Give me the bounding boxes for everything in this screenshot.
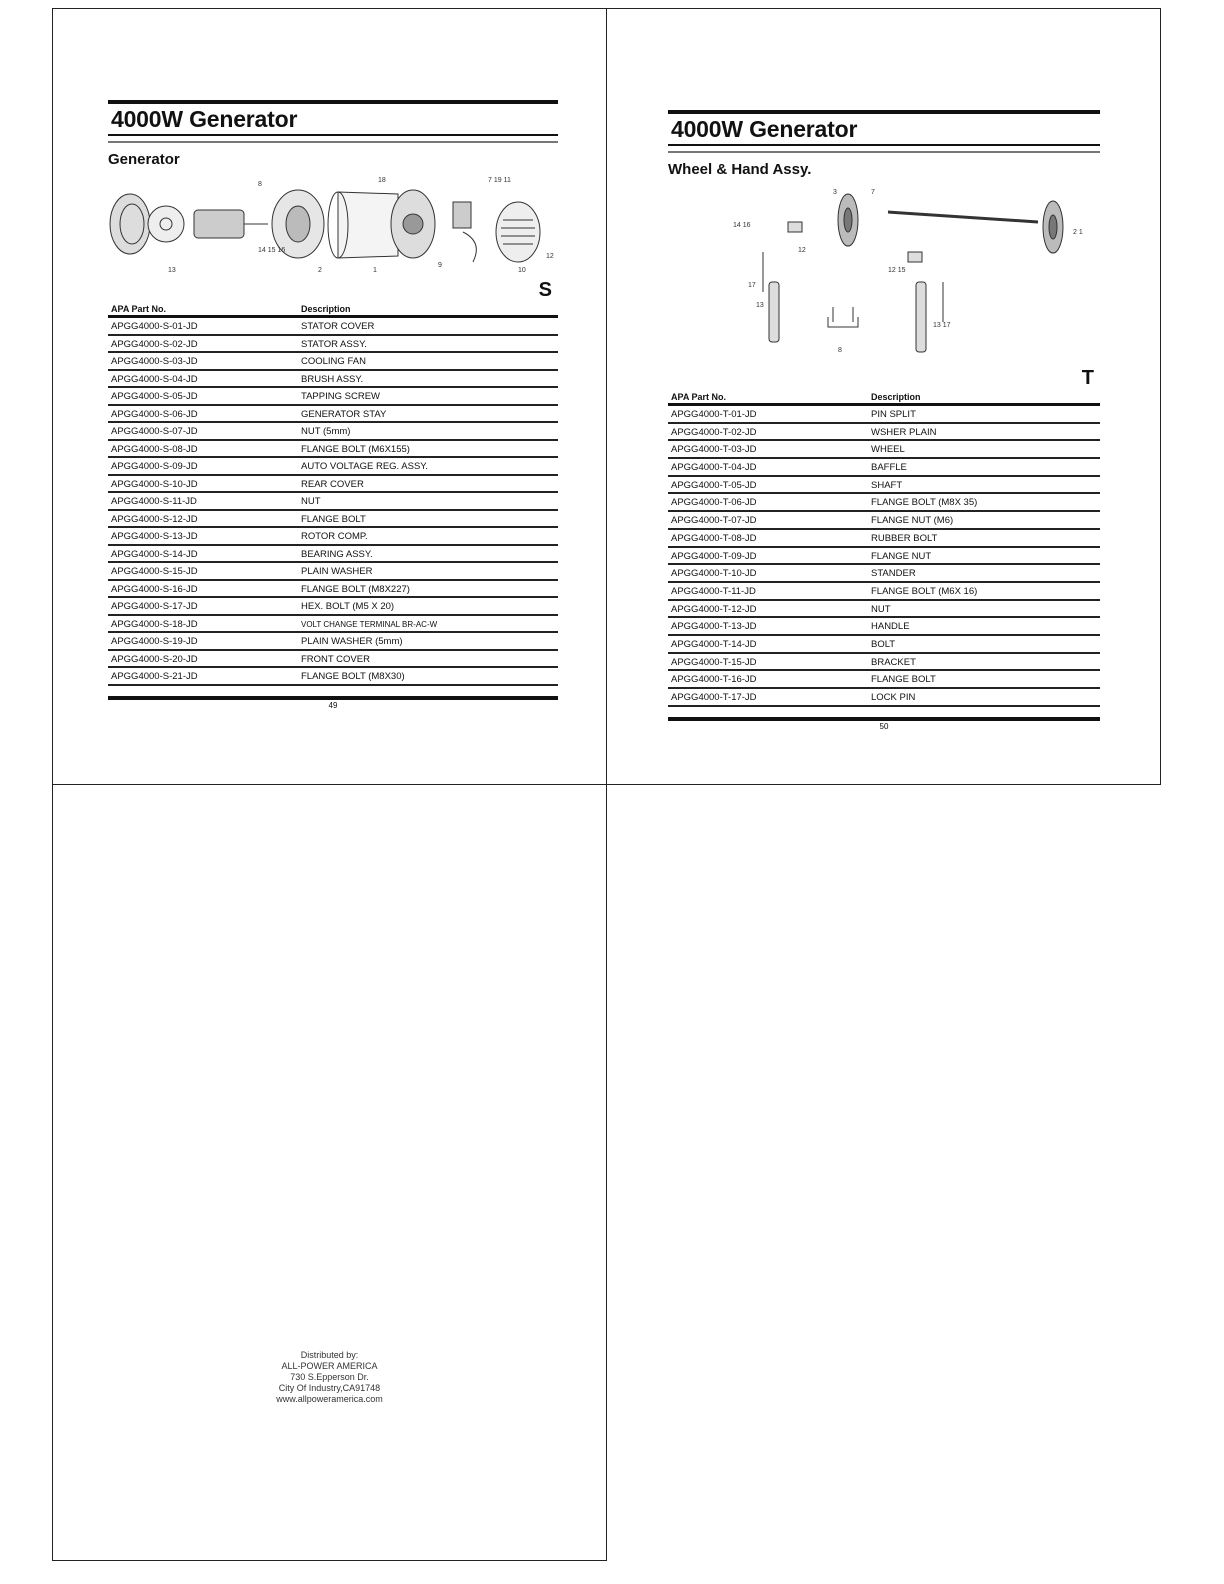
- table-row: [108, 528, 558, 546]
- part-number: APGG4000-S-20-JD: [111, 653, 198, 665]
- callout-10: 10: [518, 267, 526, 274]
- page-title: 4000W Generator: [111, 106, 298, 132]
- table-row: [108, 581, 558, 599]
- part-number: APGG4000-T-09-JD: [671, 550, 757, 562]
- part-number: APGG4000-T-05-JD: [671, 479, 757, 491]
- table-row: [108, 336, 558, 354]
- part-description: LOCK PIN: [871, 692, 916, 703]
- part-description: WHEEL: [871, 444, 905, 456]
- part-number: APGG4000-S-10-JD: [111, 478, 198, 490]
- part-number: APGG4000-T-07-JD: [671, 515, 757, 527]
- table-row: [108, 633, 558, 651]
- table-row: [668, 565, 1100, 583]
- parts-table: [108, 318, 558, 686]
- part-number: APGG4000-T-14-JD: [671, 638, 757, 650]
- part-description: GENERATOR STAY: [301, 408, 387, 420]
- part-number: APGG4000-S-03-JD: [111, 356, 198, 367]
- part-number: APGG4000-T-16-JD: [671, 674, 757, 686]
- part-description: NUT: [301, 496, 321, 507]
- part-description: RUBBER BOLT: [871, 532, 938, 544]
- table-row: [668, 406, 1100, 424]
- table-header: [668, 390, 1100, 406]
- part-description: BEARING ASSY.: [301, 548, 373, 560]
- callout-12: 12: [546, 253, 554, 260]
- part-description: REAR COVER: [301, 478, 364, 490]
- part-number: APGG4000-S-02-JD: [111, 338, 198, 350]
- part-description: BRACKET: [871, 656, 916, 668]
- distributor-website: www.allpoweramerica.com: [276, 1394, 383, 1404]
- part-number: APGG4000-S-14-JD: [111, 548, 198, 560]
- part-number: APGG4000-S-13-JD: [111, 531, 198, 542]
- part-description: HEX. BOLT (M5 X 20): [301, 601, 395, 612]
- table-row: [668, 689, 1100, 707]
- parts-sheet-wheel-hand: [668, 110, 1100, 731]
- part-number: APGG4000-T-13-JD: [671, 621, 757, 633]
- table-row: [668, 512, 1100, 530]
- page-panel-bottom-right: [606, 784, 1161, 1561]
- table-row: [108, 598, 558, 616]
- table-row: [108, 651, 558, 669]
- distributor-block: [52, 1350, 607, 1405]
- part-number: APGG4000-S-01-JD: [111, 321, 198, 332]
- part-number: APGG4000-T-04-JD: [671, 462, 757, 474]
- part-description: BRUSH ASSY.: [301, 373, 364, 385]
- table-row: [668, 601, 1100, 619]
- part-description: HANDLE: [871, 621, 910, 633]
- part-description: COOLING FAN: [301, 356, 366, 367]
- callout-7-19-11: 7 19 11: [488, 177, 511, 184]
- distributor-line: Distributed by:: [300, 1350, 359, 1360]
- callout-3: 3: [833, 189, 837, 196]
- part-number: APGG4000-S-18-JD: [111, 618, 198, 630]
- table-row: [108, 616, 558, 634]
- part-description: BAFFLE: [871, 462, 907, 474]
- part-description: FLANGE NUT (M6): [871, 515, 954, 527]
- table-row: [668, 583, 1100, 601]
- part-number: APGG4000-S-16-JD: [111, 583, 198, 595]
- table-row: [668, 424, 1100, 442]
- part-description: WSHER PLAIN: [871, 426, 937, 438]
- part-number: APGG4000-T-02-JD: [671, 426, 757, 438]
- callout-17: 17: [748, 282, 756, 289]
- header-description: Description: [301, 304, 351, 314]
- part-description: FRONT COVER: [301, 653, 370, 665]
- table-row: [108, 458, 558, 476]
- table-row: [108, 476, 558, 494]
- table-row: [668, 671, 1100, 689]
- part-number: APGG4000-T-10-JD: [671, 568, 757, 580]
- table-row: [668, 618, 1100, 636]
- bottom-rule: [108, 696, 558, 700]
- distributor-address: 730 S.Epperson Dr.: [290, 1372, 369, 1382]
- generator-diagram-illustration: [108, 172, 558, 292]
- table-row: [108, 441, 558, 459]
- part-description: TAPPING SCREW: [301, 391, 380, 402]
- table-row: [668, 636, 1100, 654]
- parts-table: [668, 406, 1100, 707]
- callout-8: 8: [838, 347, 842, 354]
- page-number: 49: [328, 700, 338, 710]
- callout-12-15: 12 15: [888, 267, 906, 274]
- page-number: 50: [879, 721, 889, 731]
- part-number: APGG4000-S-06-JD: [111, 408, 198, 420]
- exploded-diagram-generator: [108, 172, 558, 302]
- part-description: NUT: [871, 603, 891, 615]
- part-number: APGG4000-T-08-JD: [671, 532, 757, 544]
- table-row: [668, 548, 1100, 566]
- page-title: 4000W Generator: [671, 116, 858, 142]
- part-number: APGG4000-T-15-JD: [671, 656, 757, 668]
- wheel-diagram-illustration: [668, 182, 1100, 382]
- callout-14-16: 14 16: [733, 222, 751, 229]
- table-row: [108, 511, 558, 529]
- top-rule: [108, 100, 558, 104]
- header-part-no: APA Part No.: [111, 304, 167, 314]
- part-description: PLAIN WASHER: [301, 566, 373, 577]
- part-number: APGG4000-T-17-JD: [671, 692, 757, 703]
- table-row: [108, 423, 558, 441]
- part-description: NUT (5mm): [301, 426, 351, 437]
- distributor-city: City Of Industry,CA91748: [278, 1383, 381, 1393]
- part-description: STATOR ASSY.: [301, 338, 367, 350]
- part-number: APGG4000-S-09-JD: [111, 461, 198, 472]
- header-description: Description: [871, 392, 921, 402]
- table-row: [108, 493, 558, 511]
- table-row: [108, 353, 558, 371]
- table-row: [668, 494, 1100, 512]
- table-row: [108, 406, 558, 424]
- callout-9: 9: [438, 262, 442, 269]
- callout-1: 1: [373, 267, 377, 274]
- part-description: FLANGE NUT: [871, 550, 932, 562]
- table-row: [668, 441, 1100, 459]
- callout-13: 13: [756, 302, 764, 309]
- part-description: FLANGE BOLT (M6X 16): [871, 585, 978, 597]
- table-row: [668, 654, 1100, 672]
- page-panel-bottom-left: [52, 784, 607, 1561]
- part-number: APGG4000-T-06-JD: [671, 497, 757, 509]
- part-description: STATOR COVER: [301, 321, 375, 332]
- callout-7: 7: [871, 189, 875, 196]
- callout-13-17: 13 17: [933, 322, 951, 329]
- section-subtitle: Generator: [108, 151, 180, 168]
- part-description: ROTOR COMP.: [301, 531, 368, 542]
- part-number: APGG4000-S-19-JD: [111, 636, 198, 647]
- part-description: FLANGE BOLT (M8X 35): [871, 497, 978, 509]
- part-number: APGG4000-S-15-JD: [111, 566, 198, 577]
- part-number: APGG4000-S-12-JD: [111, 513, 198, 525]
- header-part-no: APA Part No.: [671, 392, 727, 402]
- table-row: [108, 546, 558, 564]
- part-description: STANDER: [871, 568, 916, 580]
- callout-18: 18: [378, 177, 386, 184]
- part-description: SHAFT: [871, 479, 903, 491]
- table-row: [108, 563, 558, 581]
- part-number: APGG4000-S-05-JD: [111, 391, 198, 402]
- section-letter: T: [1081, 367, 1094, 389]
- table-row: [108, 668, 558, 686]
- part-description: FLANGE BOLT: [871, 674, 936, 686]
- callout-12: 12: [798, 247, 806, 254]
- callout-13: 13: [168, 267, 176, 274]
- part-description: PIN SPLIT: [871, 409, 916, 420]
- title-rule: [108, 134, 558, 143]
- part-description: VOLT CHANGE TERMINAL BR-AC-W: [301, 619, 438, 629]
- part-description: FLANGE BOLT (M6X155): [301, 443, 410, 455]
- table-header: [108, 302, 558, 318]
- part-number: APGG4000-T-03-JD: [671, 444, 757, 456]
- part-description: FLANGE BOLT: [301, 513, 366, 525]
- section-letter: S: [538, 279, 552, 301]
- table-row: [668, 530, 1100, 548]
- part-description: PLAIN WASHER (5mm): [301, 636, 403, 647]
- part-number: APGG4000-S-17-JD: [111, 601, 198, 612]
- table-row: [108, 318, 558, 336]
- part-number: APGG4000-T-11-JD: [671, 585, 756, 597]
- table-row: [668, 477, 1100, 495]
- part-number: APGG4000-T-12-JD: [671, 603, 757, 615]
- part-description: FLANGE BOLT (M8X227): [301, 583, 410, 595]
- part-description: AUTO VOLTAGE REG. ASSY.: [301, 461, 429, 472]
- callout-2: 2: [318, 267, 322, 274]
- part-number: APGG4000-S-07-JD: [111, 426, 198, 437]
- table-row: [108, 388, 558, 406]
- callout-8: 8: [258, 181, 262, 188]
- distributor-company: ALL-POWER AMERICA: [281, 1361, 378, 1371]
- part-number: APGG4000-S-08-JD: [111, 443, 198, 455]
- part-description: BOLT: [871, 638, 896, 650]
- parts-sheet-generator: [108, 100, 558, 710]
- section-subtitle: Wheel & Hand Assy.: [668, 161, 812, 178]
- part-number: APGG4000-S-04-JD: [111, 373, 198, 385]
- title-rule: [668, 144, 1100, 153]
- table-row: [668, 459, 1100, 477]
- bottom-rule: [668, 717, 1100, 721]
- part-number: APGG4000-T-01-JD: [671, 409, 757, 420]
- exploded-diagram-wheel-hand: [668, 182, 1100, 390]
- part-number: APGG4000-S-11-JD: [111, 496, 197, 507]
- part-description: FLANGE BOLT (M8X30): [301, 671, 405, 682]
- table-row: [108, 371, 558, 389]
- top-rule: [668, 110, 1100, 114]
- callout-14-15-16: 14 15 16: [258, 247, 286, 254]
- callout-2-1: 2 1: [1073, 229, 1083, 236]
- part-number: APGG4000-S-21-JD: [111, 671, 198, 682]
